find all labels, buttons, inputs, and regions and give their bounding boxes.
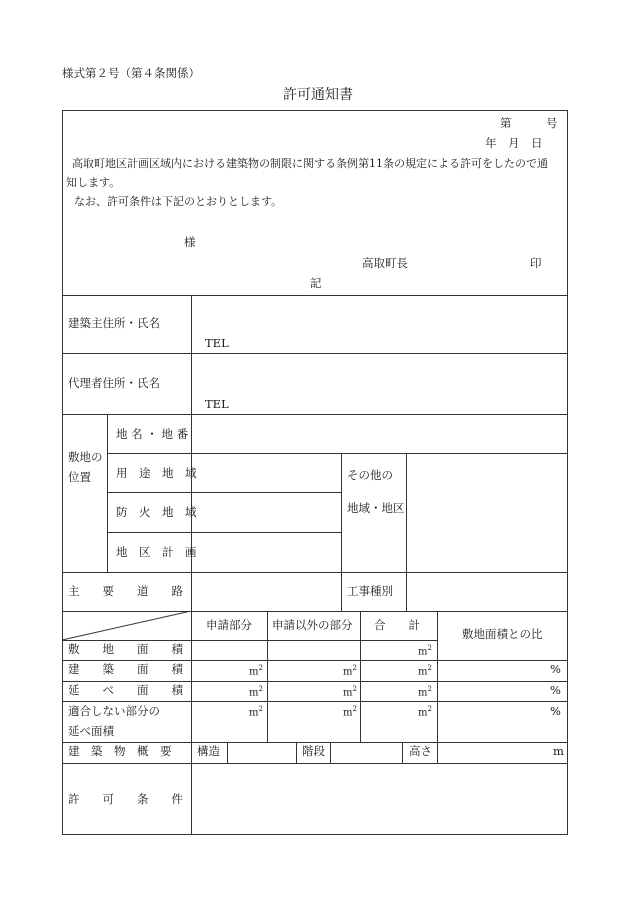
col-other: 申請以外の部分 xyxy=(272,618,353,632)
building-area-total-unit: $m^2$ xyxy=(418,664,432,678)
floor-area-percent: % xyxy=(550,683,561,697)
fire-zone-label: 防 火 地 域 xyxy=(116,505,197,519)
height-label: 高さ xyxy=(409,744,432,758)
site-area-total-unit: $m^2$ xyxy=(418,644,432,658)
noncompliant-label-2: 延べ面積 xyxy=(68,724,114,738)
site-label-2: 位置 xyxy=(68,470,91,484)
seal-mark: 印 xyxy=(530,256,542,270)
floor-area-applied-unit: $m^2$ xyxy=(249,685,263,699)
structure-label: 構造 xyxy=(197,744,220,758)
noncompliant-label-1: 適合しない部分の xyxy=(68,704,160,718)
diagonal-line xyxy=(62,611,192,641)
overview-label: 建 築 物 概 要 xyxy=(68,744,172,758)
page-title: 許可通知書 xyxy=(283,87,353,103)
floor-area-total-unit: $m^2$ xyxy=(418,685,432,699)
form-number: 様式第２号（第４条関係） xyxy=(62,66,200,80)
conditions-label: 許 可 条 件 xyxy=(68,792,183,806)
floor-area-label: 延 べ 面 積 xyxy=(68,683,183,697)
body-line-3: なお、許可条件は下記のとおりとします。 xyxy=(74,195,283,208)
main-road-label: 主 要 道 路 xyxy=(68,584,183,598)
noncompliant-applied-unit: $m^2$ xyxy=(249,705,263,719)
floors-label: 階段 xyxy=(302,744,325,758)
noncompliant-other-unit: $m^2$ xyxy=(343,705,357,719)
ki-label: 記 xyxy=(310,276,322,290)
col-total: 合 計 xyxy=(374,618,420,632)
site-label-1: 敷地の xyxy=(68,450,103,464)
date-label: 年 月 日 xyxy=(485,136,543,150)
owner-label: 建築主住所・氏名 xyxy=(68,316,160,330)
building-area-other-unit: $m^2$ xyxy=(343,664,357,678)
lot-label: 地 名 ・ 地 番 xyxy=(116,427,189,441)
work-type-label: 工事種別 xyxy=(347,584,393,598)
noncompliant-total-unit: $m^2$ xyxy=(418,705,432,719)
noncompliant-percent: % xyxy=(550,704,561,718)
other-zone-label-2: 地域・地区 xyxy=(347,501,405,515)
building-area-percent: % xyxy=(550,662,561,676)
number-label: 第 号 xyxy=(500,116,558,130)
body-line-2: 知します。 xyxy=(66,176,121,189)
col-applied: 申請部分 xyxy=(206,618,252,632)
issuer-name: 高取町長 xyxy=(362,256,408,270)
site-area-label: 敷 地 面 積 xyxy=(68,642,183,656)
building-area-label: 建 築 面 積 xyxy=(68,662,183,676)
building-area-applied-unit: $m^2$ xyxy=(249,664,263,678)
other-zone-label-1: その他の xyxy=(347,468,393,482)
addressee-suffix: 様 xyxy=(184,235,196,249)
col-ratio: 敷地面積との比 xyxy=(462,627,543,641)
owner-tel: TEL xyxy=(205,336,229,350)
agent-tel: TEL xyxy=(205,397,229,411)
body-line-1: 高取町地区計画区域内における建築物の制限に関する条例第11条の規定による許可をしたので通 xyxy=(72,157,548,170)
district-plan-label: 地 区 計 画 xyxy=(116,545,197,559)
agent-label: 代理者住所・氏名 xyxy=(68,376,160,390)
use-zone-label: 用 途 地 域 xyxy=(116,466,197,480)
height-unit: m xyxy=(553,744,564,758)
floor-area-other-unit: $m^2$ xyxy=(343,685,357,699)
